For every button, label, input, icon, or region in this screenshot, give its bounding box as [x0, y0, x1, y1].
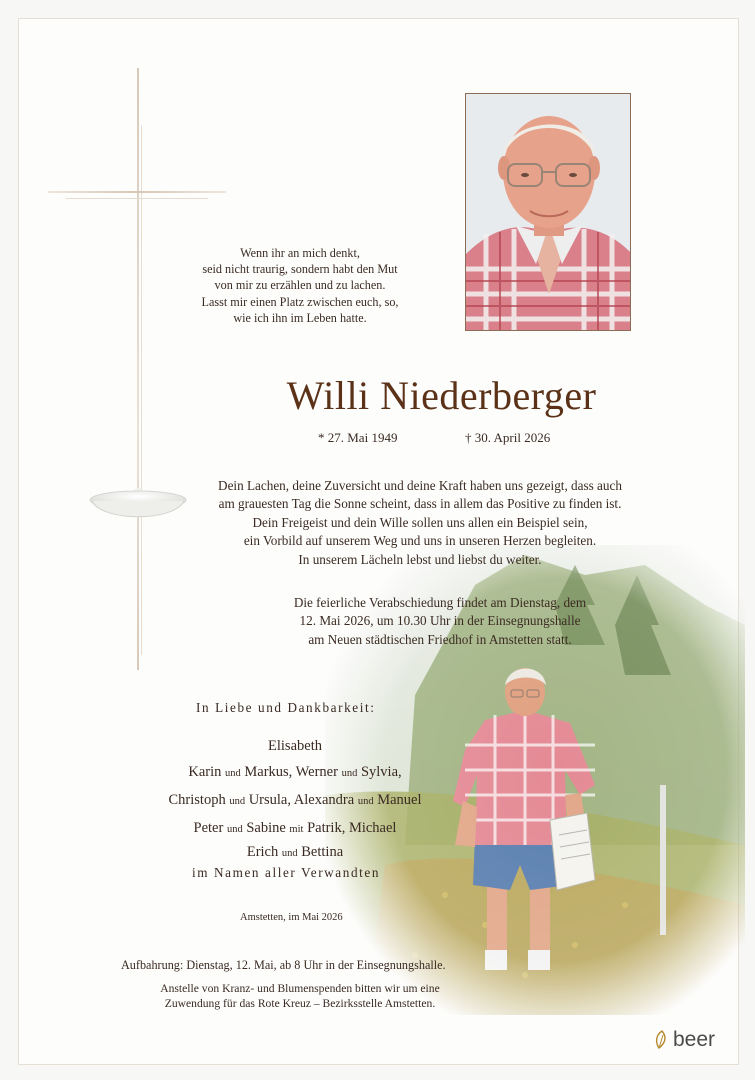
ceremony-line: am Neuen städtischen Friedhof in Amstetten statt.	[308, 631, 572, 647]
feather-icon	[653, 1030, 671, 1050]
tribute-text	[180, 477, 660, 569]
mourner-line: Elisabeth	[268, 738, 322, 754]
place-date: Amstetten, im Mai 2026	[240, 912, 343, 923]
ceremony-info	[210, 594, 670, 649]
tribute-line: ein Vorbild auf unserem Weg und uns in unseren Herzen begleiten.	[243, 533, 597, 549]
mourner-line: Peter und Sabine mit Patrik, Michael	[193, 820, 397, 836]
cross-arm	[48, 191, 226, 193]
poem-line: seid nicht traurig, sondern habt den Mut	[202, 262, 398, 277]
logo-text: beer	[673, 1028, 716, 1051]
tribute-line: In unserem Lächeln lebst und liebst du weiter.	[298, 551, 542, 567]
mourner-line: Christoph und Ursula, Alexandra und Manuel	[168, 792, 422, 808]
poem-line: von mir zu erzählen und zu lachen.	[214, 278, 386, 293]
tribute-line: am grauesten Tag die Sonne scheint, dass in allem das Positive zu finden ist.	[218, 496, 622, 512]
poem-line: Lasst mir einen Platz zwischen euch, so,	[201, 294, 399, 309]
tribute-line: Dein Lachen, deine Zuversicht und deine Kraft haben uns gezeigt, dass auch	[218, 478, 622, 493]
wake-info: Aufbahrung: Dienstag, 12. Mai, ab 8 Uhr in der Einsegnungshalle.	[121, 958, 446, 972]
cross-arm-shadow	[66, 198, 208, 199]
beer-logo	[653, 1028, 715, 1052]
poem-line: wie ich ihn im Leben hatte.	[233, 310, 367, 325]
poem-line: Wenn ihr an mich denkt,	[240, 246, 360, 260]
cross-icon	[137, 68, 139, 670]
mourners-heading: In Liebe und Dankbarkeit:	[196, 700, 376, 715]
holy-water-bowl-icon	[88, 486, 188, 528]
donation-line: Anstelle von Kranz- und Blumenspenden bitten wir um eine	[160, 982, 440, 995]
birth-date: * 27. Mai 1949	[318, 430, 398, 445]
relatives-note: im Namen aller Verwandten	[192, 865, 381, 880]
ceremony-line: 12. Mai 2026, um 10.30 Uhr in der Einsegnungshalle	[299, 613, 581, 629]
donation-note	[120, 981, 480, 1011]
tribute-line: Dein Freigeist und dein Wille sollen uns allen ein Beispiel sein,	[252, 514, 588, 530]
donation-line: Zuwendung für das Rote Kreuz – Bezirksstelle Amstetten.	[164, 997, 436, 1010]
mourner-line: Erich und Bettina	[246, 844, 344, 860]
deceased-name: Willi Niederberger	[286, 373, 597, 418]
ceremony-line: Die feierliche Verabschiedung findet am Dienstag, dem	[293, 595, 587, 610]
poem	[170, 245, 430, 326]
portrait-photo	[465, 93, 631, 331]
death-date: † 30. April 2026	[465, 430, 551, 445]
mourner-line: Karin und Markus, Werner und Sylvia,	[188, 764, 402, 780]
mourners-list	[150, 733, 440, 863]
